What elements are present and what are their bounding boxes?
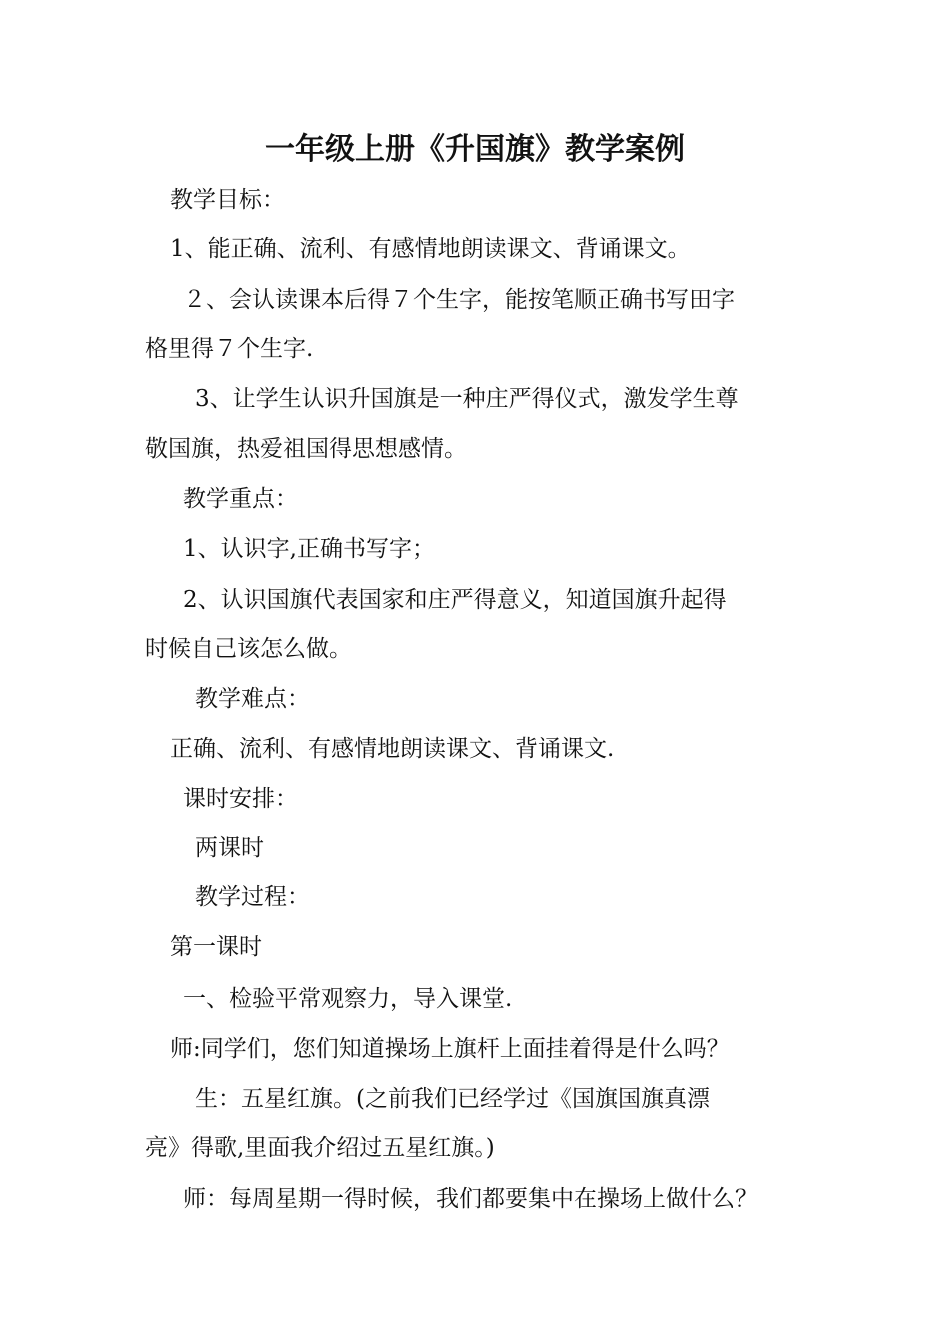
objective-2-line-1: ２、会认读课本后得７个生字，能按笔顺正确书写田字 bbox=[183, 287, 735, 313]
section-heading-process: 教学过程： bbox=[195, 884, 310, 910]
objective-3-line-1: 3、让学生认识升国旗是一种庄严得仪式，激发学生尊 bbox=[195, 386, 739, 412]
section-heading-schedule: 课时安排： bbox=[183, 786, 298, 812]
key-point-2-line-2: 时候自己该怎么做。 bbox=[145, 636, 352, 662]
objective-1: 1、能正确、流利、有感情地朗读课文、背诵课文。 bbox=[170, 236, 691, 262]
section-heading-objectives: 教学目标： bbox=[170, 187, 285, 213]
key-point-2-line-1: 2、认识国旗代表国家和庄严得意义，知道国旗升起得 bbox=[183, 587, 727, 613]
schedule-text: 两课时 bbox=[195, 835, 264, 861]
objective-2-line-2: 格里得７个生字. bbox=[145, 336, 314, 362]
step-1-heading: 一、检验平常观察力，导入课堂. bbox=[183, 986, 513, 1012]
first-lesson-heading: 第一课时 bbox=[170, 934, 262, 960]
difficulty-text: 正确、流利、有感情地朗读课文、背诵课文. bbox=[170, 736, 615, 762]
student-line-2: 亮》得歌,里面我介绍过五星红旗。) bbox=[145, 1135, 495, 1161]
objective-3-line-2: 敬国旗，热爱祖国得思想感情。 bbox=[145, 436, 467, 462]
document-title: 一年级上册《升国旗》教学案例 bbox=[265, 132, 685, 167]
teacher-line-2: 师：每周星期一得时候，我们都要集中在操场上做什么？ bbox=[183, 1186, 758, 1212]
teacher-line-1: 师:同学们，您们知道操场上旗杆上面挂着得是什么吗？ bbox=[170, 1036, 730, 1062]
section-heading-difficulties: 教学难点： bbox=[195, 686, 310, 712]
student-line-1: 生：五星红旗。(之前我们已经学过《国旗国旗真漂 bbox=[195, 1086, 710, 1112]
key-point-1: 1、认识字,正确书写字； bbox=[183, 536, 435, 562]
section-heading-key-points: 教学重点： bbox=[183, 486, 298, 512]
